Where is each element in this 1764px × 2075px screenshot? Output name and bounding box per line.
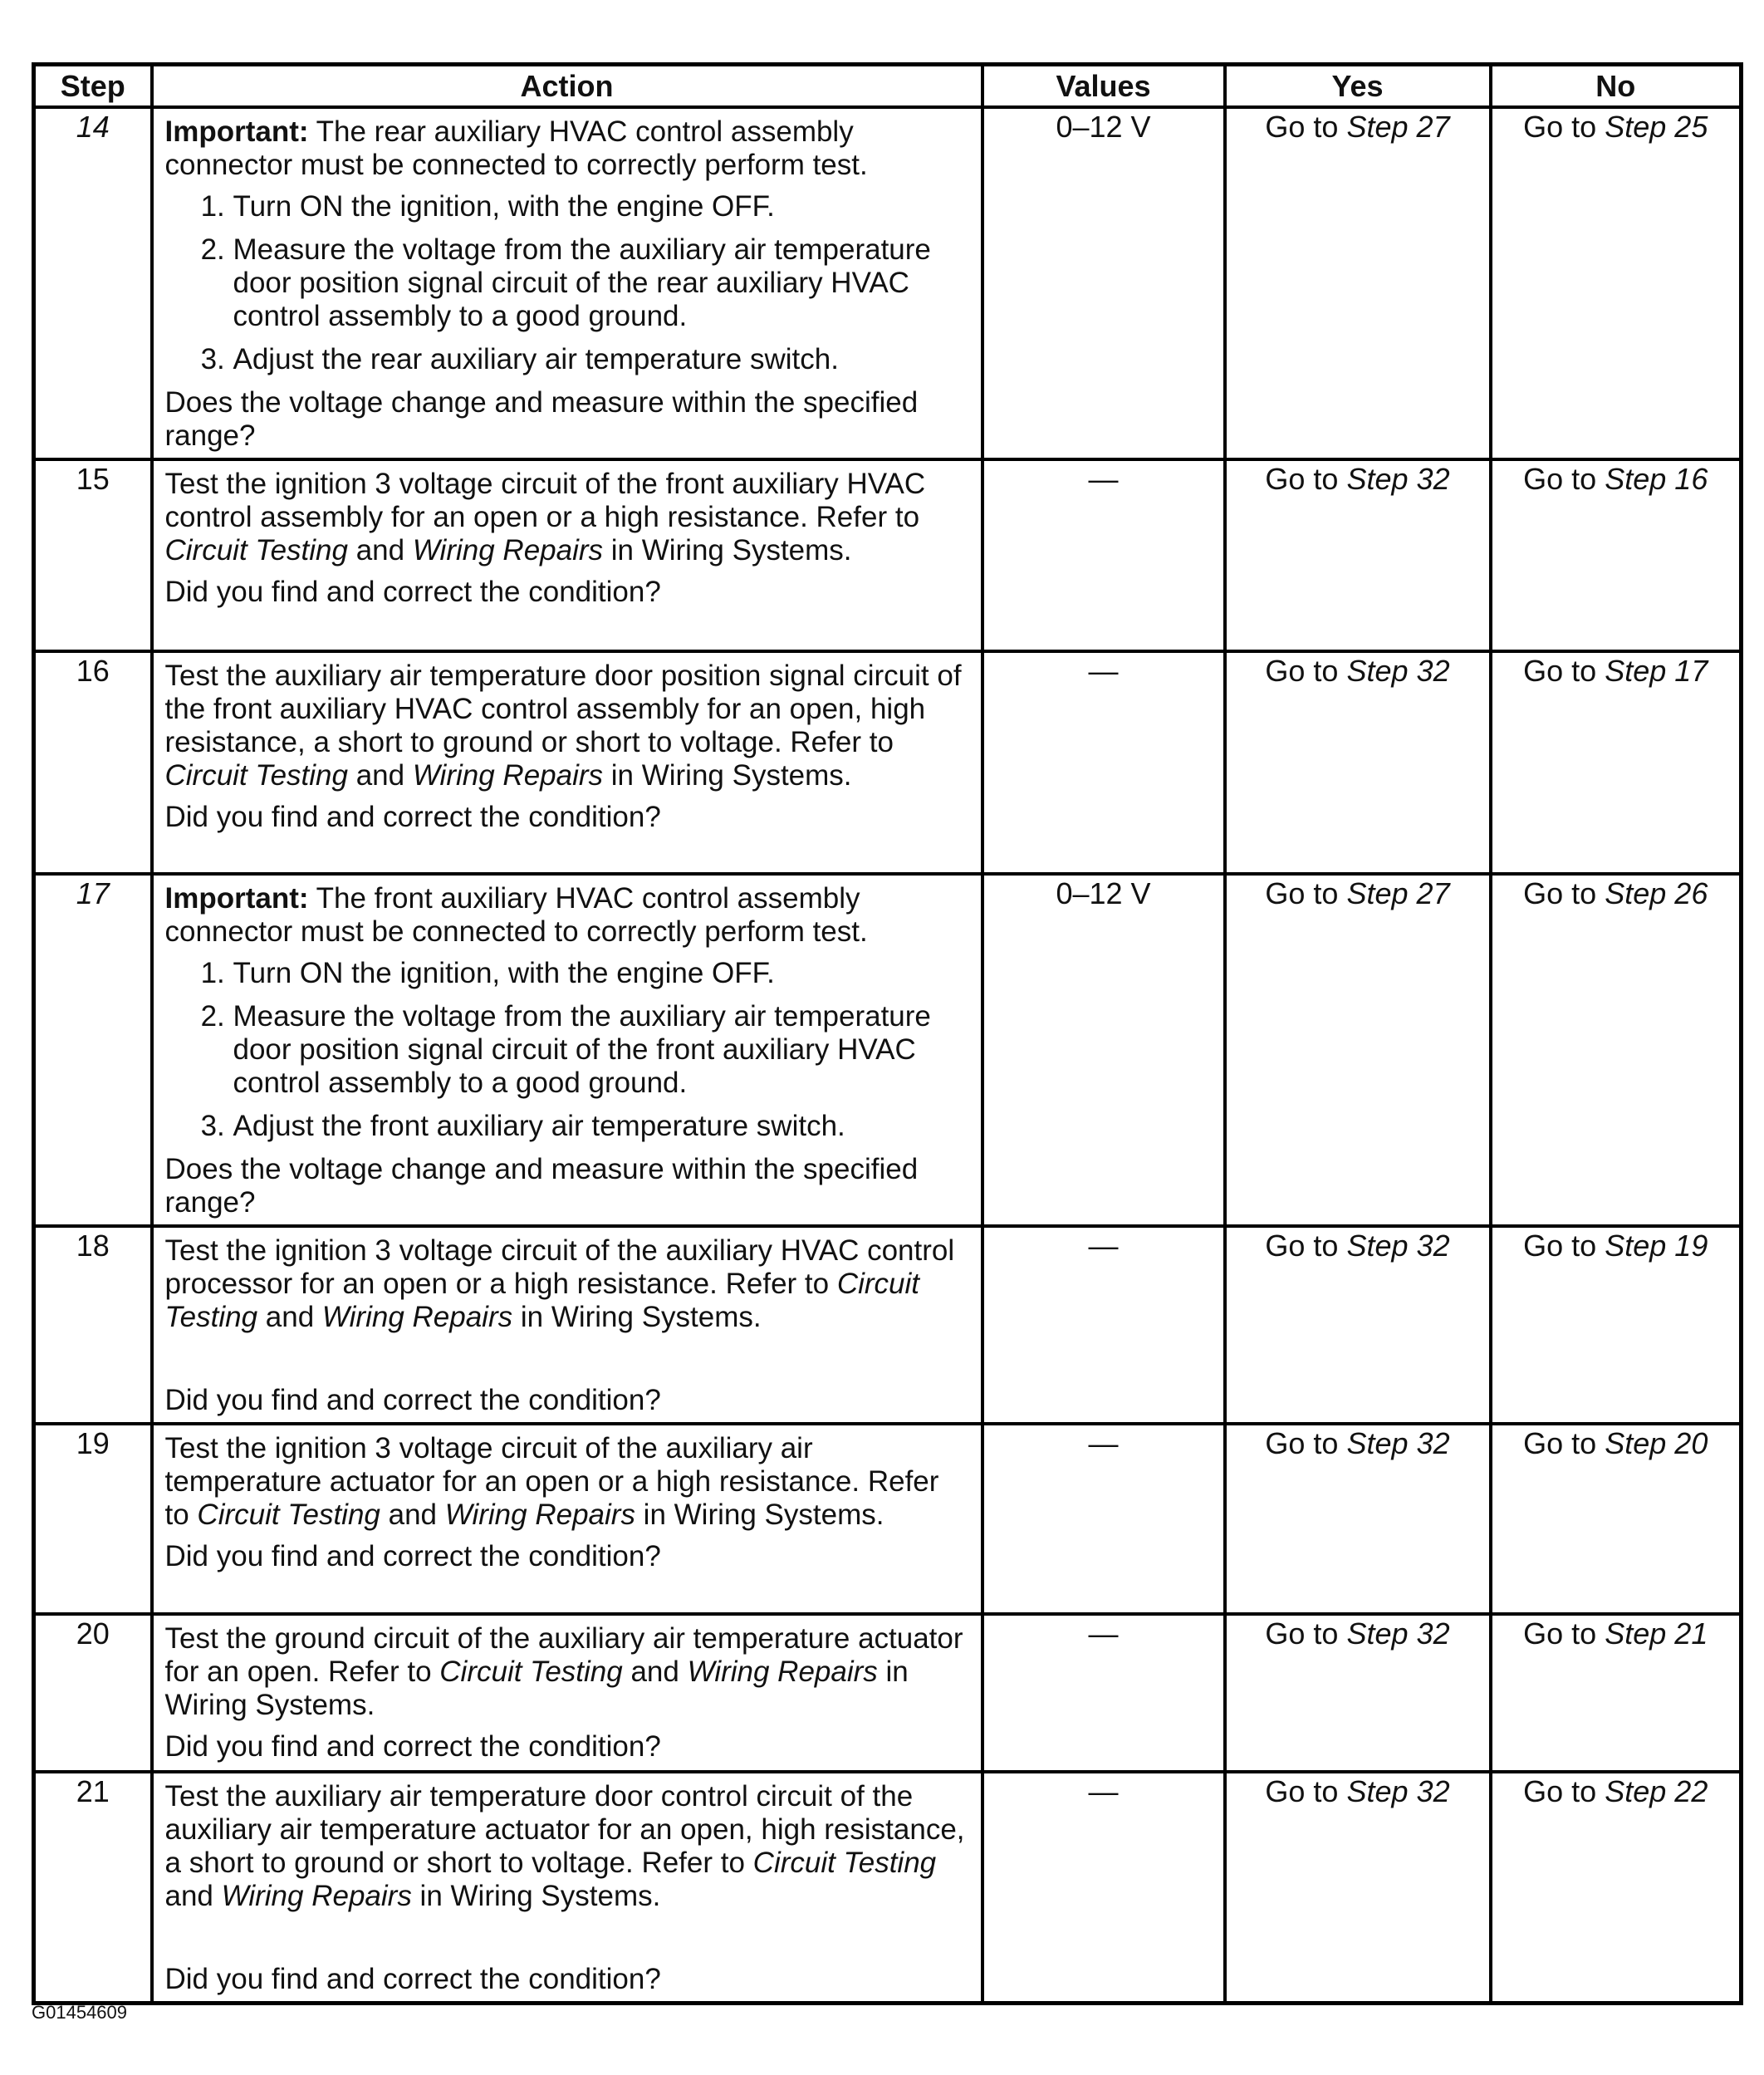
question-text: Did you find and correct the condition? xyxy=(164,1963,661,1995)
diagnostic-table-container xyxy=(32,62,1739,2005)
wiring-repairs-ref[interactable]: Wiring Repairs xyxy=(687,1656,878,1688)
value-cell: — xyxy=(982,651,1225,874)
table-row-step-18 xyxy=(34,1226,1742,1424)
go-to-text: Go to xyxy=(1523,462,1597,496)
header-step: Step xyxy=(34,65,152,108)
action-text-part: Test the ignition 3 voltage circuit of the front auxiliary HVAC control assembly for an open or a high resistance. Refer to xyxy=(164,468,926,533)
step-number: 19 xyxy=(34,1424,152,1614)
yes-cell xyxy=(1225,1226,1491,1424)
no-cell xyxy=(1491,459,1742,651)
yes-step-link[interactable]: Step 32 xyxy=(1346,1774,1450,1808)
action-text-part: and xyxy=(164,1880,222,1912)
action-text-part: in Wiring Systems. xyxy=(603,759,852,792)
circuit-testing-ref[interactable]: Circuit Testing xyxy=(164,534,348,567)
important-label: Important: xyxy=(164,115,309,148)
value-cell: — xyxy=(982,459,1225,651)
go-to-text: Go to xyxy=(1523,1229,1597,1263)
circuit-testing-ref[interactable]: Circuit Testing xyxy=(164,1268,920,1333)
action-text-part: in Wiring Systems. xyxy=(512,1301,762,1333)
no-cell xyxy=(1491,1614,1742,1772)
table-row-step-14 xyxy=(34,107,1742,459)
no-step-link[interactable]: Step 19 xyxy=(1605,1229,1708,1263)
action-text-part: and xyxy=(257,1301,322,1333)
no-step-link[interactable]: Step 25 xyxy=(1605,110,1708,144)
important-note xyxy=(165,115,969,182)
yes-cell xyxy=(1225,107,1491,459)
header-action: Action xyxy=(152,65,982,108)
important-note xyxy=(165,882,969,949)
wiring-repairs-ref[interactable]: Wiring Repairs xyxy=(444,1499,635,1531)
step-number: 17 xyxy=(34,874,152,1226)
no-step-link[interactable]: Step 21 xyxy=(1605,1616,1708,1651)
value-cell: — xyxy=(982,1226,1225,1424)
question-text: Did you find and correct the condition? xyxy=(164,576,661,608)
yes-cell xyxy=(1225,1424,1491,1614)
yes-step-link[interactable]: Step 27 xyxy=(1346,110,1450,144)
action-cell xyxy=(152,651,982,874)
go-to-text: Go to xyxy=(1523,110,1597,144)
action-cell xyxy=(152,1424,982,1614)
action-cell xyxy=(152,459,982,651)
procedure-step: 2. Measure the voltage from the auxiliary air temperature door position signal circuit of the front auxiliary HVAC control assembly to a good ground. xyxy=(233,1000,969,1100)
header-yes: Yes xyxy=(1225,65,1491,108)
no-step-link[interactable]: Step 16 xyxy=(1605,462,1708,496)
yes-step-link[interactable]: Step 32 xyxy=(1346,1229,1450,1263)
question-text: Does the voltage change and measure within the specified range? xyxy=(164,1153,919,1219)
action-cell xyxy=(152,1226,982,1424)
action-text-part: in Wiring Systems. xyxy=(603,534,852,567)
step-number: 15 xyxy=(34,459,152,651)
important-text: The front auxiliary HVAC control assembly connector must be connected to correctly perform test. xyxy=(164,882,868,948)
important-text: The rear auxiliary HVAC control assembly connector must be connected to correctly perform test. xyxy=(164,115,868,181)
table-row-step-17 xyxy=(34,874,1742,1226)
header-row xyxy=(34,65,1742,108)
procedure-steps xyxy=(165,957,969,1143)
procedure-steps xyxy=(165,190,969,376)
yes-step-link[interactable]: Step 32 xyxy=(1346,654,1450,688)
action-text-part: Test the ignition 3 voltage circuit of the auxiliary HVAC control processor for an open or a high resistance. Refer to xyxy=(164,1234,955,1300)
yes-cell xyxy=(1225,651,1491,874)
value-cell: — xyxy=(982,1424,1225,1614)
action-text xyxy=(165,468,969,567)
go-to-text: Go to xyxy=(1523,1616,1597,1651)
spacer xyxy=(165,1921,969,1955)
question-text: Does the voltage change and measure within the specified range? xyxy=(164,386,919,452)
procedure-step: 3. Adjust the rear auxiliary air temperature switch. xyxy=(233,343,969,376)
wiring-repairs-ref[interactable]: Wiring Repairs xyxy=(412,534,604,567)
go-to-text: Go to xyxy=(1523,654,1597,688)
action-text-part: and xyxy=(347,759,413,792)
yes-cell xyxy=(1225,459,1491,651)
figure-id: G01454609 xyxy=(32,2002,127,2023)
go-to-text: Go to xyxy=(1265,1616,1339,1651)
wiring-repairs-ref[interactable]: Wiring Repairs xyxy=(321,1301,513,1333)
step-number: 14 xyxy=(34,107,152,459)
procedure-step: 2. Measure the voltage from the auxiliary air temperature door position signal circuit of the rear auxiliary HVAC control assembly to a good ground. xyxy=(233,233,969,333)
no-cell xyxy=(1491,1772,1742,2004)
yes-step-link[interactable]: Step 32 xyxy=(1346,1426,1450,1460)
action-text-part: Test the auxiliary air temperature door position signal circuit of the front auxiliary HVAC control assembly for an open, high resistance, a short to ground or short to voltage. Refer to xyxy=(164,660,962,758)
yes-step-link[interactable]: Step 32 xyxy=(1346,1616,1450,1651)
question-text: Did you find and correct the condition? xyxy=(164,1540,661,1572)
action-text xyxy=(165,660,969,792)
value-cell: 0–12 V xyxy=(982,874,1225,1226)
value-cell: 0–12 V xyxy=(982,107,1225,459)
action-text-part: in Wiring Systems. xyxy=(164,1656,909,1721)
question-text: Did you find and correct the condition? xyxy=(164,1384,661,1416)
no-cell xyxy=(1491,1424,1742,1614)
action-text-part: and xyxy=(380,1499,445,1531)
action-cell xyxy=(152,1772,982,2004)
table-row-step-15 xyxy=(34,459,1742,651)
action-text xyxy=(165,1234,969,1334)
action-text-part: and xyxy=(347,534,413,567)
step-number: 16 xyxy=(34,651,152,874)
go-to-text: Go to xyxy=(1265,654,1339,688)
circuit-testing-ref[interactable]: Circuit Testing xyxy=(439,1656,623,1688)
header-values: Values xyxy=(982,65,1225,108)
table-row-step-20 xyxy=(34,1614,1742,1772)
yes-cell xyxy=(1225,1772,1491,2004)
go-to-text: Go to xyxy=(1265,110,1339,144)
procedure-step: 1. Turn ON the ignition, with the engine OFF. xyxy=(233,957,969,990)
wiring-repairs-ref[interactable]: Wiring Repairs xyxy=(221,1880,412,1912)
yes-cell xyxy=(1225,874,1491,1226)
no-step-link[interactable]: Step 26 xyxy=(1605,876,1708,910)
yes-cell xyxy=(1225,1614,1491,1772)
action-cell xyxy=(152,107,982,459)
procedure-step: 1. Turn ON the ignition, with the engine OFF. xyxy=(233,190,969,223)
action-text xyxy=(165,1622,969,1722)
go-to-text: Go to xyxy=(1523,876,1597,910)
circuit-testing-ref[interactable]: Circuit Testing xyxy=(752,1847,937,1879)
step-number: 20 xyxy=(34,1614,152,1772)
action-text xyxy=(165,1780,969,1913)
action-text xyxy=(165,1432,969,1532)
no-cell xyxy=(1491,107,1742,459)
spacer xyxy=(165,1342,969,1376)
table-row-step-16 xyxy=(34,651,1742,874)
no-step-link[interactable]: Step 17 xyxy=(1605,654,1708,688)
action-text-part: Test the auxiliary air temperature door control circuit of the auxiliary air temperature actuator for an open, high resistance, a short to ground or short to voltage. Refer to xyxy=(164,1780,965,1879)
action-text-part: in Wiring Systems. xyxy=(411,1880,661,1912)
wiring-repairs-ref[interactable]: Wiring Repairs xyxy=(412,759,604,792)
action-cell xyxy=(152,1614,982,1772)
action-text-part: Test the ignition 3 voltage circuit of the auxiliary air temperature actuator for an open or a high resistance. Refer to xyxy=(164,1432,939,1531)
go-to-text: Go to xyxy=(1265,1774,1339,1808)
diagnostic-table xyxy=(32,62,1743,2005)
go-to-text: Go to xyxy=(1265,876,1339,910)
no-step-link[interactable]: Step 22 xyxy=(1605,1774,1708,1808)
value-cell: — xyxy=(982,1772,1225,2004)
question-text: Did you find and correct the condition? xyxy=(164,1730,661,1763)
action-text-part: and xyxy=(622,1656,688,1688)
table-row-step-21 xyxy=(34,1772,1742,2004)
question-text: Did you find and correct the condition? xyxy=(164,801,661,833)
circuit-testing-ref[interactable]: Circuit Testing xyxy=(197,1499,380,1531)
go-to-text: Go to xyxy=(1265,1229,1339,1263)
no-cell xyxy=(1491,1226,1742,1424)
go-to-text: Go to xyxy=(1265,462,1339,496)
go-to-text: Go to xyxy=(1523,1426,1597,1460)
go-to-text: Go to xyxy=(1523,1774,1597,1808)
action-text-part: in Wiring Systems. xyxy=(635,1499,884,1531)
no-step-link[interactable]: Step 20 xyxy=(1605,1426,1708,1460)
value-cell: — xyxy=(982,1614,1225,1772)
step-number: 18 xyxy=(34,1226,152,1424)
step-number: 21 xyxy=(34,1772,152,2004)
header-no: No xyxy=(1491,65,1742,108)
yes-step-link[interactable]: Step 32 xyxy=(1346,462,1450,496)
circuit-testing-ref[interactable]: Circuit Testing xyxy=(164,759,348,792)
action-text-part: Test the ground circuit of the auxiliary air temperature actuator for an open. Refer to xyxy=(164,1622,963,1688)
go-to-text: Go to xyxy=(1265,1426,1339,1460)
procedure-step: 3. Adjust the front auxiliary air temperature switch. xyxy=(233,1110,969,1143)
action-cell xyxy=(152,874,982,1226)
important-label: Important: xyxy=(164,882,309,915)
no-cell xyxy=(1491,874,1742,1226)
table-row-step-19 xyxy=(34,1424,1742,1614)
no-cell xyxy=(1491,651,1742,874)
yes-step-link[interactable]: Step 27 xyxy=(1346,876,1450,910)
